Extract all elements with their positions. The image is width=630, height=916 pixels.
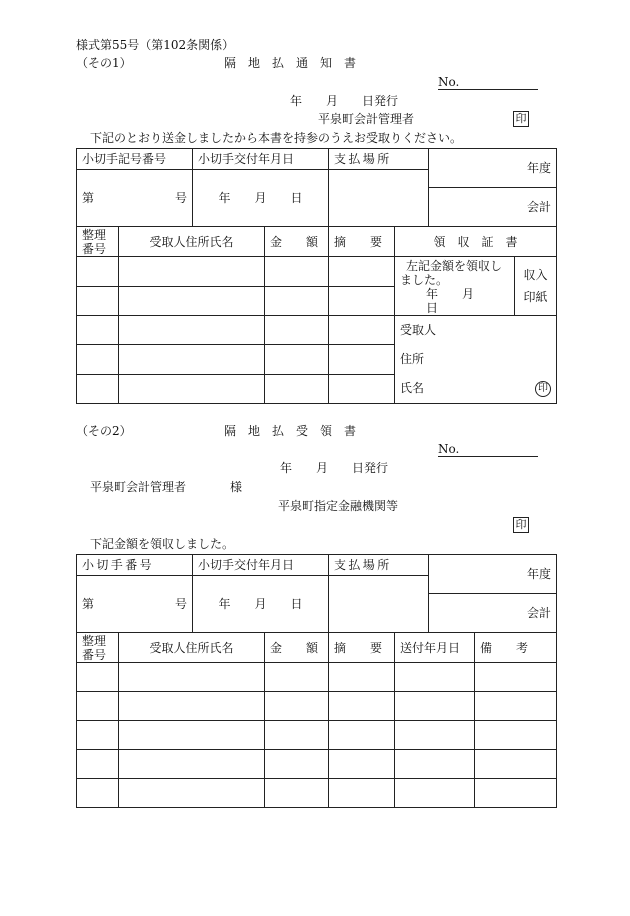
row2-recipient[interactable] bbox=[119, 286, 265, 316]
p2-issue-date-cell[interactable]: 年 月 日 bbox=[193, 576, 329, 633]
fiscal-year-cell[interactable]: 年度 bbox=[429, 149, 557, 188]
col-recipient-header: 受取人住所氏名 bbox=[119, 227, 265, 257]
part2-title: 隔 地 払 受 領 書 bbox=[224, 424, 357, 438]
p2-check-number-cell[interactable]: 第 号 bbox=[77, 576, 193, 633]
p2-row5-remarks[interactable] bbox=[475, 779, 557, 808]
part2-no-field[interactable] bbox=[438, 442, 538, 457]
p2-fiscal-year-cell[interactable]: 年度 bbox=[429, 555, 557, 594]
part2-issue-date: 年 月 日発行 bbox=[280, 461, 389, 475]
row2-amount[interactable] bbox=[265, 286, 329, 316]
issue-date-header: 小切手交付年月日 bbox=[193, 149, 329, 170]
p2-check-number-header: 小切手番号 bbox=[77, 555, 193, 576]
row1-summary[interactable] bbox=[329, 257, 395, 287]
part2-no-label: No. bbox=[438, 442, 460, 456]
p2-row2-remarks[interactable] bbox=[475, 692, 557, 721]
p2-row5-recipient[interactable] bbox=[119, 779, 265, 808]
payment-place-header: 支払場所 bbox=[329, 149, 429, 170]
p2-col-amount-header: 金 額 bbox=[265, 633, 329, 663]
row1-amount[interactable] bbox=[265, 257, 329, 287]
row4-recipient[interactable] bbox=[119, 345, 265, 374]
p2-row2-send-date[interactable] bbox=[395, 692, 475, 721]
recipient-label: 受取人 bbox=[400, 323, 437, 337]
row4-amount[interactable] bbox=[265, 345, 329, 374]
p2-row3-recipient[interactable] bbox=[119, 721, 265, 750]
form-number: 様式第55号（第102条関係） bbox=[76, 38, 235, 52]
check-number-cell[interactable]: 第 号 bbox=[77, 170, 193, 227]
p2-account-cell[interactable]: 会計 bbox=[429, 594, 557, 633]
part2-instruction: 下記金額を領収しました。 bbox=[90, 537, 235, 551]
part2-sama: 様 bbox=[230, 480, 243, 494]
p2-row5-send-date[interactable] bbox=[395, 779, 475, 808]
p2-row2-summary[interactable] bbox=[329, 692, 395, 721]
account-cell[interactable]: 会計 bbox=[429, 188, 557, 227]
row2-summary[interactable] bbox=[329, 286, 395, 316]
p2-row1-amount[interactable] bbox=[265, 663, 329, 692]
p2-issue-date-header: 小切手交付年月日 bbox=[193, 555, 329, 576]
part1-detail-table bbox=[76, 226, 557, 404]
part1-check-table bbox=[76, 148, 557, 227]
issue-date-cell[interactable]: 年 月 日 bbox=[193, 170, 329, 227]
p2-row1-recipient[interactable] bbox=[119, 663, 265, 692]
part1-no-field[interactable] bbox=[438, 75, 538, 90]
row3-summary[interactable] bbox=[329, 316, 395, 345]
part1-seal: 印 bbox=[513, 111, 529, 127]
p2-row3-seiri[interactable] bbox=[77, 721, 119, 750]
row1-recipient[interactable] bbox=[119, 257, 265, 287]
address-label: 住所 bbox=[400, 352, 425, 366]
p2-row1-summary[interactable] bbox=[329, 663, 395, 692]
p2-row3-remarks[interactable] bbox=[475, 721, 557, 750]
col-summary-header: 摘 要 bbox=[329, 227, 395, 257]
recipient-block[interactable] bbox=[395, 316, 557, 404]
receipt-statement: 左記金額を領収し ました。 年 月 日 bbox=[395, 257, 515, 316]
p2-row2-amount[interactable] bbox=[265, 692, 329, 721]
row5-summary[interactable] bbox=[329, 374, 395, 403]
p2-row4-summary[interactable] bbox=[329, 750, 395, 779]
row5-recipient[interactable] bbox=[119, 374, 265, 403]
p2-row4-seiri[interactable] bbox=[77, 750, 119, 779]
p2-row3-amount[interactable] bbox=[265, 721, 329, 750]
part1-no-label: No. bbox=[438, 75, 460, 89]
col-seiri-header: 整理 番号 bbox=[77, 227, 119, 257]
row5-amount[interactable] bbox=[265, 374, 329, 403]
payment-place-cell[interactable] bbox=[329, 170, 429, 227]
row3-amount[interactable] bbox=[265, 316, 329, 345]
part1-label: （その1） bbox=[76, 56, 132, 70]
part1-title: 隔 地 払 通 知 書 bbox=[224, 56, 357, 70]
p2-row4-send-date[interactable] bbox=[395, 750, 475, 779]
p2-row2-recipient[interactable] bbox=[119, 692, 265, 721]
name-seal: 印 bbox=[535, 381, 551, 397]
row5-seiri[interactable] bbox=[77, 374, 119, 403]
part1-instruction: 下記のとおり送金しましたから本書を持参のうえお受取りください。 bbox=[90, 131, 463, 145]
p2-col-remarks-header: 備 考 bbox=[475, 633, 557, 663]
p2-row1-seiri[interactable] bbox=[77, 663, 119, 692]
part1-issue-date: 年 月 日発行 bbox=[290, 94, 399, 108]
row3-seiri[interactable] bbox=[77, 316, 119, 345]
check-number-header: 小切手記号番号 bbox=[77, 149, 193, 170]
part2-check-table bbox=[76, 554, 557, 633]
p2-row1-remarks[interactable] bbox=[475, 663, 557, 692]
p2-payment-place-cell[interactable] bbox=[329, 576, 429, 633]
part2-seal: 印 bbox=[513, 517, 529, 533]
p2-col-seiri-header: 整理 番号 bbox=[77, 633, 119, 663]
part2-bank: 平泉町指定金融機関等 bbox=[278, 499, 399, 513]
p2-col-summary-header: 摘 要 bbox=[329, 633, 395, 663]
col-receipt-header: 領 収 証 書 bbox=[395, 227, 557, 257]
p2-row3-send-date[interactable] bbox=[395, 721, 475, 750]
p2-row1-send-date[interactable] bbox=[395, 663, 475, 692]
name-label: 氏名 bbox=[400, 381, 425, 395]
p2-col-recipient-header: 受取人住所氏名 bbox=[119, 633, 265, 663]
p2-row2-seiri[interactable] bbox=[77, 692, 119, 721]
p2-row4-recipient[interactable] bbox=[119, 750, 265, 779]
part2-addressee: 平泉町会計管理者 bbox=[90, 480, 187, 494]
row4-summary[interactable] bbox=[329, 345, 395, 374]
p2-payment-place-header: 支払場所 bbox=[329, 555, 429, 576]
p2-col-send-date-header: 送付年月日 bbox=[395, 633, 475, 663]
p2-row5-amount[interactable] bbox=[265, 779, 329, 808]
p2-row4-amount[interactable] bbox=[265, 750, 329, 779]
row3-recipient[interactable] bbox=[119, 316, 265, 345]
p2-row3-summary[interactable] bbox=[329, 721, 395, 750]
row1-seiri[interactable] bbox=[77, 257, 119, 287]
revenue-stamp-box: 収入 印紙 bbox=[515, 257, 557, 316]
row2-seiri[interactable] bbox=[77, 286, 119, 316]
p2-row5-summary[interactable] bbox=[329, 779, 395, 808]
col-amount-header: 金 額 bbox=[265, 227, 329, 257]
p2-row5-seiri[interactable] bbox=[77, 779, 119, 808]
part1-issuer: 平泉町会計管理者 bbox=[318, 112, 415, 126]
row4-seiri[interactable] bbox=[77, 345, 119, 374]
part2-label: （その2） bbox=[76, 424, 132, 438]
part2-detail-table bbox=[76, 632, 557, 808]
p2-row4-remarks[interactable] bbox=[475, 750, 557, 779]
